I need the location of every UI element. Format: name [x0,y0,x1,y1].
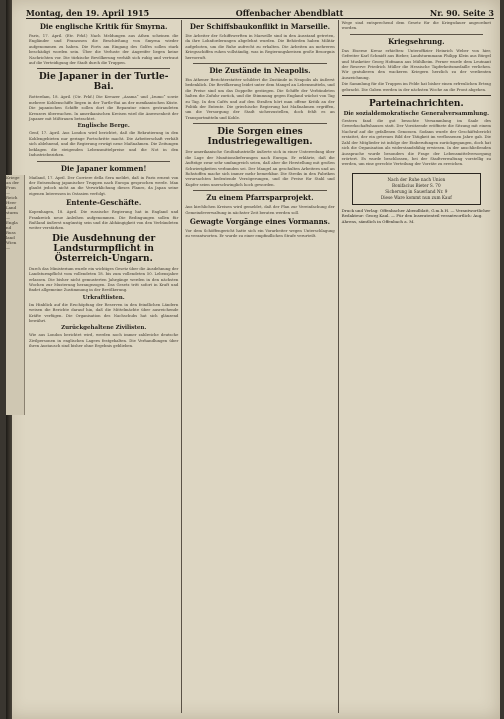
article-text: Gestern fand die gut besuchte Versammlung im Saale des Gewerkschaftshauses statt. Der Vorsitzende eröffnete die Sitzung mit einem Nachruf auf die gefallenen Genossen. Sodann wurde der Geschäftsbericht erstattet, der ein getreues Bild der Tätigkeit im verflossenen Jahre gab. Die Zahl der Mitglieder ist infolge der Einberufungen zurückgegangen, doch hat sich die Organisation als widerstandsfähig erwiesen. In der anschließenden Aussprache wurde besonders die Frage der Lebensmittelversorgung erörtert. Es wurde beschlossen, bei der Stadtverwaltung vorstellig zu werden, um eine gerechte Verteilung der Vorräte zu erreichen. [341,118,491,167]
ad-line: Bonifacius Bieter S. 70 [391,182,441,188]
article-title: Kriegsehrung. [388,36,445,46]
article-text: Rotterdam, 18. April. (Ctr. Frkf.) Die Kreuzer „Asama“ und „Izumo“ sowie mehrere Kohlenschiffe liegen in der Turtle-Bai an der mexikanischen Küste. Die japanischen Schiffe sollen dort die Reparatur eines gestrandeten Kreuzers überwachen. In amerikanischen Kreisen wird die Anwesenheit der Japaner mit Mißtrauen betrachtet. [29,94,179,122]
article-text: Wie aus London berichtet wird, werden noch immer zahlreiche deutsche Zivilpersonen in englischen Lagern festgehalten. Die Verhandlungen über ihren Austausch sind bisher ohne Ergebnis geblieben. [29,332,179,349]
article-text: Durch das Ministerium wurde ein wichtiges Gesetz über die Ausdehnung der Landsturmpflicht vom vollendeten 18. bis zum vollendeten 50. Lebensjahre erlassen. Die bisher nicht gemusterten Jahrgänge werden in den nächsten Wochen zur Musterung herangezogen. Das Gesetz tritt sofort in Kraft und findet allgemeine Zustimmung in der Bevölkerung. [29,265,179,293]
text-columns [26,20,494,713]
article-subtitle: Urkraftlisten. [82,294,125,301]
article-text: Mailand, 17. April. Der Corriere della Sera meldet, daß in Paris erneut von der Entsendung japanischer Truppen nach Europa gesprochen werde. Man glaubt jedoch nicht an die Verwirklichung dieses Planes, da Japan seine eigenen Interessen in Ostasien verfolgt. [29,174,179,196]
divider [193,63,326,64]
advertisement-box [352,173,481,205]
article-title: Parteinachrichten. [369,99,464,110]
page-header [26,4,494,19]
article-title: Die Ausdehnung der Landsturmpflicht in Österreich-Ungarn. [52,233,156,264]
article-text: Paris, 17. April. (Etr. Frkf.) Nach Meldungen aus Athen scheinen die Engländer und Franzosen die Beschießung von Smyrna wieder aufgenommen zu haben. Die Forts am Eingang des Golfes sollen stark beschädigt worden sein. Über die Verluste der Angreifer liegen keine Nachrichten vor. Die türkische Bevölkerung verhält sich ruhig und vertraut auf die Verteidigung der Stadt durch die Truppen. [29,33,179,66]
article-text: Der amerikanische Großindustrielle äußerte sich in einer Unterredung über die Lage der Munitionslieferungen nach Europa. Er erklärte, daß die Aufträge zwar sehr umfangreich seien, daß aber die Herstellung mit großen Schwierigkeiten verbunden sei. Der Mangel an geschulten Arbeitern und an Rohstoffen mache sich immer mehr bemerkbar. Die Streiks in den Fabriken verursachten bedeutende Verzögerungen, und die Preise für Stahl und Kupfer seien unerschwinglich hoch geworden. [185,149,335,187]
article-title: Die Zustände in Neapolis. [209,66,311,76]
article-text: Vor dem Schöffengericht hatte sich ein Vorarbeiter wegen Unterschlagung zu verantworten. Er wurde zu einer empfindlichen Strafe verurteilt. [185,227,335,239]
article-subtitle: Die sozialdemokratische Generalversammlung. [343,111,490,118]
divider [37,68,170,69]
column-1 [26,20,182,713]
article-title: Der Schiffsbaukonflikt in Marseille. [189,22,331,31]
article-text: Wege sind entsprechend dem Gesetz für die Kriegsdauer angeordnet worden. [341,20,491,31]
article-text: Die Arbeiter der Schiffswerften in Marseille sind in den Ausstand getreten, da ihre Lohnforderungen abgelehnt wurden. Die Behörden haben Militär aufgeboten, um die Ruhe aufrecht zu erhalten. Die Arbeiten an mehreren Kriegsschiffen ruhen vollständig, was in Regierungskreisen große Besorgnis hervorruft. [185,33,335,60]
article-text: Die Sammlung für die Truppen im Felde hat bisher einen erfreulichen Ertrag gebracht. Die Gaben werden in der nächsten Woche an die Front abgehen. [341,81,491,92]
article-title: Gewagte Vorgänge eines Vormanns. [189,216,331,226]
header-paper-name: Offenbacher Abendblatt [235,8,344,18]
article-text: Aus kirchlichen Kreisen wird gemeldet, daß der Plan zur Vereinfachung der Gemeindeverwaltung in nächster Zeit beraten werden soll. [185,204,335,215]
article-subtitle: Zurückgehaltene Zivilisten. [61,325,147,332]
article-title: Die Japaner kommen! [60,163,147,173]
newspaper-page [6,0,500,719]
article-text: Im Hinblick auf die Erschöpfung der Reserven in den feindlichen Ländern weisen die Berichte darauf hin, daß die Mittelmächte über ausreichende Kräfte verfügen. Die Organisation des Nachschubs hat sich glänzend bewährt. [29,301,179,323]
ad-line: Diese Ware kommt nun zum Kauf [380,194,452,200]
divider [193,190,326,191]
article-title: Zu einem Pfarrsparprojekt. [206,193,314,203]
article-subtitle: Englische Berge. [77,123,130,130]
column-3 [339,20,494,713]
imprint: Druck und Verlag: Offenbacher Abendblatt, G.m.b.H. — Verantwortlicher Redakteur: Georg Kaul. — Für den Inseratenteil verantwortlich: Aug. Ahrens, sämtlich in Offenbach a. M. [341,207,491,224]
article-title: Die Sorgen eines Industriegewaltigen. [207,127,313,148]
column-2 [182,20,338,713]
double-divider [342,95,491,96]
article-title: Die Japaner in der Turtle-Bai. [38,72,169,93]
article-text: Kopenhagen, 18. April. Die russische Regierung hat in England und Frankreich neue Anleihen aufgenommen. Die Bedingungen sollen für Rußland äußerst ungünstig sein und die Abhängigkeit von den Verbündeten weiter verstärken. [29,209,179,231]
article-title: Die englische Kritik für Smyrna. [39,22,168,31]
header-date: Montag, den 19. April 1915 [26,8,150,18]
article-title: Entente-Geschäfte. [66,198,142,208]
article-text: Das Eiserne Kreuz erhielten: Unteroffizier Heinrich Weber von hier, Gefreiter Karl Schmidt aus Bieber, Landsturmmann Philipp Klein aus Bürgel und Musketier Georg Hofmann aus Mühlheim. Ferner wurde dem Leutnant der Reserve Friedrich Müller die Hessische Tapferkeitsmedaille verliehen. Wir gratulieren den wackeren Kriegern herzlich zu der verdienten Auszeichnung. [341,47,491,80]
article-text: Genf, 17. April. Aus London wird berichtet, daß die Rekrutierung in den Kohlengebieten nur geringe Fortschritte macht. Die Arbeiterschaft verhält sich ablehnend, und die Regierung erwägt neue Maßnahmen. Die Zeitungen beklagen die steigenden Lebensmittelpreise und die Not in den Industriebezirken. [29,130,179,158]
previous-page-strip: Kriege an der Fron — Reich Heer Land sturm — Engla nd Russ land Wien — [6,175,25,415]
divider [37,161,170,162]
article-text: Ein Athener Berichterstatter schildert die Zustände in Neapolis als äußerst bedenklich. Die Bevölkerung leidet unter dem Mangel an Lebensmitteln, und die Preise sind um das Doppelte gestiegen. Die Schiffe der Verbündeten halten die Zufuhr zurück, und die Stimmung gegen England wächst von Tag zu Tag. In den Cafés und auf den Straßen hört man offene Kritik an der Politik der Entente. Die griechische Regierung hat Maßnahmen ergriffen, um die Versorgung der Stadt sicherzustellen, doch fehlt es an Transportmitteln und Kohle. [185,77,335,120]
divider [193,123,326,124]
divider [350,34,483,35]
ad-line: Sicherung in Sauerland Nr. 9 [385,188,448,194]
header-issue: Nr. 90. Seite 3 [429,8,494,18]
ad-line: Nach der Ruhe nach Union [387,176,446,182]
